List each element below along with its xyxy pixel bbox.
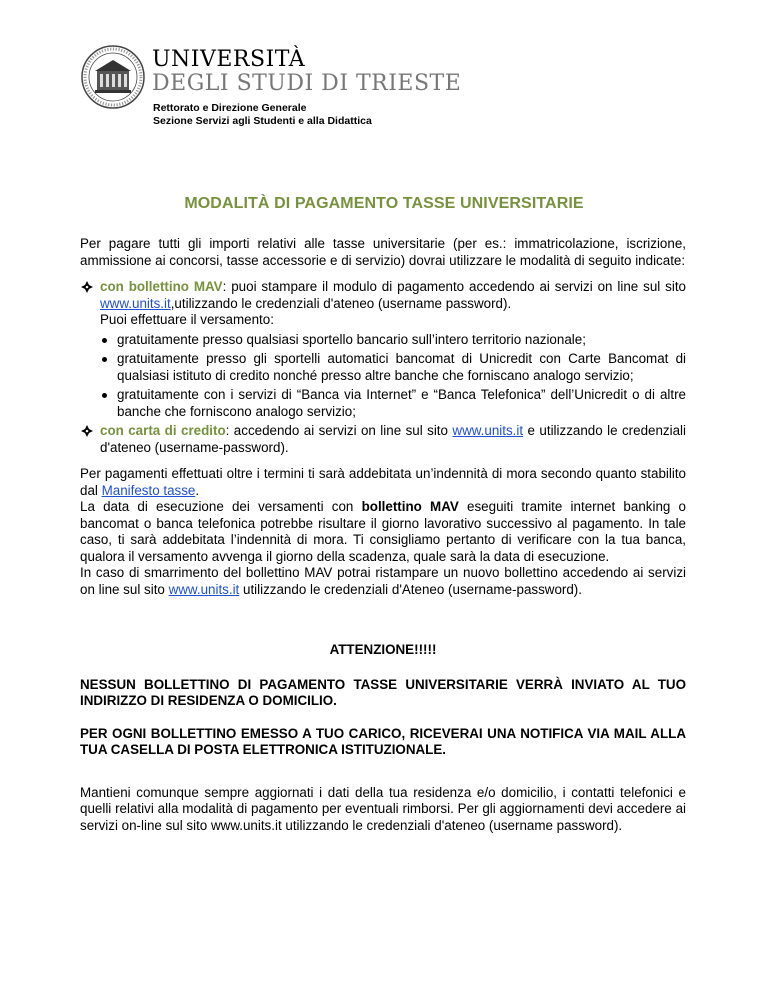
execution-date-paragraph bbox=[80, 499, 686, 565]
exec-bold: bollettino MAV bbox=[361, 499, 459, 514]
mav-sub-heading: Puoi effettuare il versamento: bbox=[100, 312, 274, 327]
list-item bbox=[100, 351, 686, 384]
bullet-dot-icon bbox=[102, 338, 107, 343]
card-site-link[interactable]: www.units.it bbox=[452, 423, 524, 438]
card-text-b: e utilizzando le credenziali d'ateneo (username-password). bbox=[100, 423, 686, 455]
page-title: MODALITÀ DI PAGAMENTO TASSE UNIVERSITARIE bbox=[184, 195, 584, 212]
mav-option bbox=[80, 279, 686, 312]
list-item-text: gratuitamente presso qualsiasi sportello bancario sull’intero territorio nazionale; bbox=[117, 331, 586, 347]
office-line1: Rettorato e Direzione Generale bbox=[153, 102, 307, 114]
lost-text-a: In caso di smarrimento del bollettino MAV potrai ristampare un nuovo bollettino accedendo ai servizi on line sul sito bbox=[80, 565, 686, 597]
notice-no-mail: NESSUN BOLLETTINO DI PAGAMENTO TASSE UNIVERSITARIE VERRÀ INVIATO AL TUO INDIRIZZO DI RESIDENZA O DOMICILIO. bbox=[80, 676, 686, 708]
bullet-dot-icon bbox=[102, 357, 107, 362]
card-text-a: : accedendo ai servizi on line sul sito bbox=[225, 423, 453, 438]
office-line2: Sezione Servizi agli Studenti e alla Didattica bbox=[153, 115, 372, 127]
lost-bill-paragraph bbox=[80, 565, 686, 598]
university-seal-icon bbox=[80, 44, 146, 110]
attention-heading: ATTENZIONE!!!!! bbox=[329, 642, 437, 657]
late-payment-paragraph bbox=[80, 466, 686, 499]
university-name bbox=[152, 48, 461, 96]
mav-text-b: ,utilizzando le credenziali d'ateneo (username password). bbox=[170, 295, 512, 311]
manifesto-tasse-link[interactable]: Manifesto tasse bbox=[101, 482, 196, 498]
list-item bbox=[100, 387, 686, 420]
diamond-bullet-icon bbox=[80, 280, 94, 294]
mav-text-a: : puoi stampare il modulo di pagamento accedendo ai servizi on line sul sito bbox=[222, 279, 686, 294]
notice-email: PER OGNI BOLLETTINO EMESSO A TUO CARICO, RICEVERAI UNA NOTIFICA VIA MAIL ALLA TUA CASELLA DI POSTA ELETTRONICA ISTITUZIONALE. bbox=[80, 725, 686, 757]
university-name-line1: UNIVERSITÀ bbox=[152, 47, 306, 72]
card-label: con carta di credito bbox=[100, 423, 226, 438]
bullet-dot-icon bbox=[102, 393, 107, 398]
list-item-text: gratuitamente con i servizi di “Banca via Internet” e “Banca Telefonica” dell’Unicredit o di altre banche che forniscono analogo servizio; bbox=[117, 387, 686, 419]
late-text-b: . bbox=[195, 482, 200, 498]
university-name-line2: DEGLI STUDI DI TRIESTE bbox=[152, 71, 462, 96]
mav-label: con bollettino MAV bbox=[100, 279, 223, 294]
card-option bbox=[80, 423, 686, 456]
late-text-a: Per pagamenti effettuati oltre i termini ti sarà addebitata un’indennità di mora secondo quanto stabilito dal bbox=[80, 466, 686, 498]
footer-paragraph: Mantieni comunque sempre aggiornati i dati della tua residenza e/o domicilio, i contatti telefonici e quelli relativi alla modalità di pagamento per eventuali rimborsi. Per gli aggiornamenti devi accedere ai servizi on-line sul sito www.units.it utilizzando le credenziali d'ateneo (username password). bbox=[80, 784, 686, 833]
document-body bbox=[80, 236, 686, 834]
letterhead bbox=[80, 40, 700, 130]
office-name bbox=[153, 102, 372, 128]
mav-methods-list bbox=[100, 332, 686, 421]
lost-text-b: utilizzando le credenziali d'Ateneo (username-password). bbox=[239, 581, 582, 597]
mav-site-link[interactable]: www.units.it bbox=[100, 295, 171, 311]
list-item bbox=[100, 332, 686, 349]
intro-paragraph: Per pagare tutti gli importi relativi alle tasse universitarie (per es.: immatricolazione, iscrizione, ammissione ai concorsi, tasse accessorie e di servizio) dovrai utilizzare le modalità di seguito indicate: bbox=[80, 236, 686, 268]
diamond-bullet-icon bbox=[80, 424, 94, 438]
lost-site-link[interactable]: www.units.it bbox=[168, 581, 240, 597]
list-item-text: gratuitamente presso gli sportelli automatici bancomat di Unicredit con Carte Bancomat di qualsiasi istituto di credito nonché presso altre banche che forniscano analogo servizio; bbox=[117, 351, 686, 383]
exec-text-a: La data di esecuzione dei versamenti con bbox=[80, 499, 362, 514]
exec-text-b: eseguiti tramite internet banking o bancomat o banca telefonica potrebbe risultare il giorno lavorativo successivo al pagamento. In tale caso, ti sarà addebitata l’indennità di mora. Ti consigliamo pertanto di verificare con la tua banca, qualora il versamento avvenga il giorno della scadenza, quale sarà la data di esecuzione. bbox=[80, 499, 687, 564]
